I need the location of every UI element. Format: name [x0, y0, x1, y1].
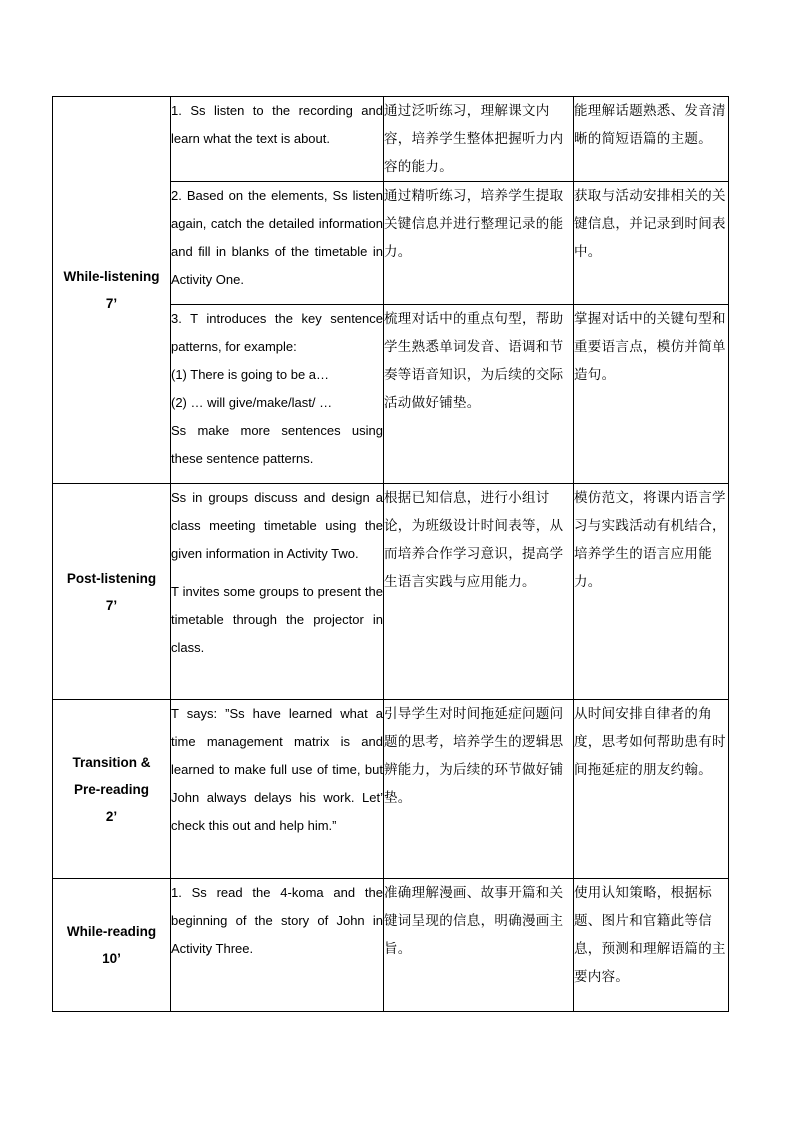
procedure-text: T invites some groups to present the timetable through the projector in class.: [171, 584, 383, 655]
stage-cell: [53, 700, 171, 879]
goal-text: 掌握对话中的关键句型和重要语言点，模仿并简单造句。: [574, 311, 726, 383]
procedure-text: 2. Based on the elements, Ss listen again, catch the detailed information and fill in blanks of the timetable in Activity One.: [171, 188, 383, 287]
procedure-cell: [171, 484, 384, 700]
stage-duration: 10’: [102, 951, 121, 966]
stage-label: [53, 263, 170, 317]
purpose-cell: [384, 879, 574, 1012]
purpose-cell: [384, 305, 574, 484]
stage-duration: 7’: [105, 296, 118, 311]
goal-cell: [574, 182, 729, 305]
stage-duration: 2’: [105, 808, 118, 824]
stage-duration: 7’: [105, 597, 118, 613]
procedure-cell: [171, 305, 384, 484]
goal-text: 从时间安排自律者的角度，思考如何帮助患有时间拖延症的朋友约翰。: [574, 706, 726, 778]
lesson-plan-table: [52, 96, 729, 1012]
purpose-text: 根据已知信息，进行小组讨论，为班级设计时间表等，从而培养合作学习意识，提高学生语言实践与应用能力。: [384, 490, 564, 590]
stage-name: Pre-reading: [73, 781, 150, 797]
goal-text: 获取与活动安排相关的关键信息，并记录到时间表中。: [574, 188, 726, 260]
stage-name: While-listening: [63, 269, 160, 284]
purpose-text: 通过精听练习，培养学生提取关键信息并进行整理记录的能力。: [384, 188, 564, 260]
goal-text: 模仿范文，将课内语言学习与实践活动有机结合，培养学生的语言应用能力。: [574, 490, 726, 590]
procedure-cell: [171, 879, 384, 1012]
procedure-cell: [171, 182, 384, 305]
purpose-text: 准确理解漫画、故事开篇和关键词呈现的信息，明确漫画主旨。: [384, 885, 564, 957]
goal-cell: [574, 484, 729, 700]
stage-label: [53, 749, 170, 830]
stage-name: Post-listening: [66, 570, 157, 586]
purpose-cell: [384, 484, 574, 700]
procedure-text: 1. Ss read the 4-koma and the beginning of the story of John in Activity Three.: [171, 885, 383, 956]
procedure-text: T says: ”Ss have learned what a time management matrix is and learned to make full use of time, but John always delays his work. Let’ check this out and help him.”: [171, 706, 383, 833]
stage-cell: [53, 879, 171, 1012]
procedure-cell: [171, 700, 384, 879]
goal-text: 能理解话题熟悉、发音清晰的简短语篇的主题。: [574, 103, 726, 147]
procedure-example: (1) There is going to be a…: [171, 367, 330, 382]
purpose-cell: [384, 182, 574, 305]
stage-name: While-reading: [66, 924, 157, 939]
goal-cell: [574, 879, 729, 1012]
table-row: [53, 700, 729, 879]
table-row: [53, 97, 729, 182]
procedure-cell: [171, 97, 384, 182]
purpose-text: 引导学生对时间拖延症问题问题的思考，培养学生的逻辑思辨能力，为后续的环节做好铺垫。: [384, 706, 564, 806]
table-row: [53, 484, 729, 700]
procedure-example: (2) … will give/make/last/ …: [171, 395, 333, 410]
goal-cell: [574, 97, 729, 182]
stage-name: Transition &: [72, 754, 151, 770]
table-row: [53, 879, 729, 1012]
procedure-text: 1. Ss listen to the recording and learn what the text is about.: [171, 103, 383, 146]
purpose-text: 梳理对话中的重点句型，帮助学生熟悉单词发音、语调和节奏等语音知识，为后续的交际活动做好铺垫。: [384, 311, 564, 411]
purpose-text: 通过泛听练习，理解课文内容，培养学生整体把握听力内容的能力。: [384, 103, 564, 175]
stage-label: [53, 565, 170, 619]
purpose-cell: [384, 97, 574, 182]
purpose-cell: [384, 700, 574, 879]
stage-cell: [53, 97, 171, 484]
goal-cell: [574, 700, 729, 879]
procedure-text: 3. T introduces the key sentence patterns, for example:: [171, 311, 383, 354]
procedure-text: Ss in groups discuss and design a class meeting timetable using the given information in Activity Two.: [171, 490, 383, 561]
stage-label: [53, 918, 170, 972]
stage-cell: [53, 484, 171, 700]
goal-cell: [574, 305, 729, 484]
goal-text: 使用认知策略，根据标题、图片和官籍此等信息，预测和理解语篇的主要内容。: [574, 885, 726, 985]
procedure-text: Ss make more sentences using these sentence patterns.: [171, 423, 383, 466]
